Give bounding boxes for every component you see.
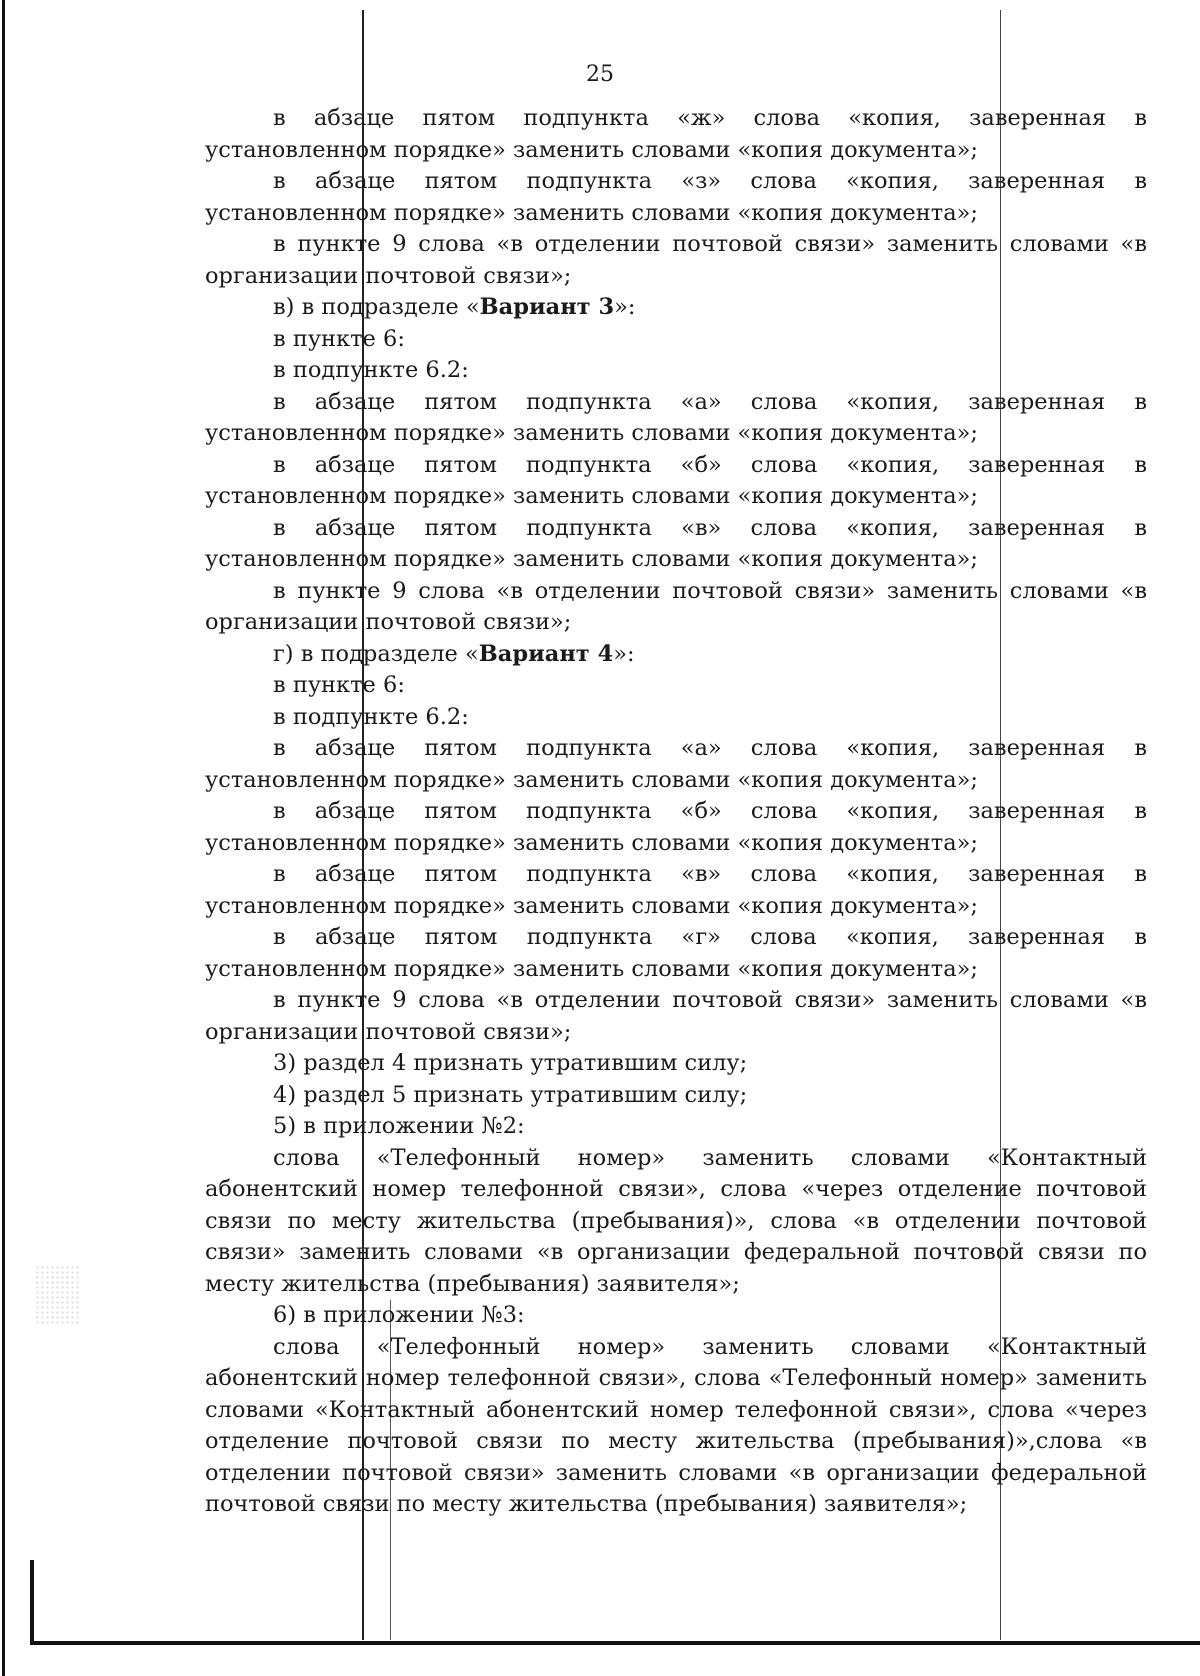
paragraph: 3) раздел 4 признать утратившим силу;: [273, 1050, 748, 1076]
paragraph: в пункте 6:: [273, 325, 405, 352]
paragraph-suffix: »:: [614, 294, 636, 320]
subsection-title: Вариант 4: [478, 640, 614, 667]
paragraph: в абзаце пятом подпункта «з» слова «копия, заверенная в установленном порядке» заменить словами «копия документа»;: [205, 168, 1147, 226]
paragraph: в абзаце пятом подпункта «б» слова «копия, заверенная в установленном порядке» заменить словами «копия документа»;: [205, 451, 1147, 509]
paragraph: 5) в приложении №2:: [273, 1113, 525, 1139]
paragraph: 4) раздел 5 признать утратившим силу;: [273, 1081, 748, 1108]
paragraph-suffix: »:: [613, 640, 635, 667]
paragraph: в абзаце пятом подпункта «г» слова «копия, заверенная в установленном порядке» заменить словами «копия документа»;: [205, 924, 1147, 982]
paragraph: слова «Телефонный номер» заменить словами «Контактный абонентский номер телефонной связи», слова «через отделение почтовой связи по месту жительства (пребывания)», слова «в отделении почтовой связи» заменить словами «в организации федеральной почтовой связи по месту жительства (пребывания) заявителя»;: [205, 1144, 1147, 1297]
scan-border-bottom: [30, 1641, 1200, 1645]
page-number: 25: [586, 62, 614, 87]
scan-border-corner: [30, 1560, 34, 1645]
paragraph: в пункте 9 слова «в отделении почтовой связи» заменить словами «в организации почтовой связи»;: [205, 231, 1147, 289]
paragraph: в пункте 9 слова «в отделении почтовой связи» заменить словами «в организации почтовой связи»;: [205, 577, 1147, 635]
paragraph: в абзаце пятом подпункта «в» слова «копия, заверенная в установленном порядке» заменить словами «копия документа»;: [205, 861, 1147, 919]
paragraph-prefix: в) в подразделе «: [273, 294, 480, 320]
scan-noise: [35, 1265, 80, 1325]
document-body: [205, 103, 1147, 1521]
subsection-title: Вариант 3: [479, 294, 615, 320]
paragraph: в абзаце пятом подпункта «а» слова «копия, заверенная в установленном порядке» заменить словами «копия документа»;: [205, 735, 1147, 793]
paragraph-prefix: г) в подразделе «: [273, 640, 479, 667]
paragraph: в абзаце пятом подпункта «ж» слова «копия, заверенная в установленном порядке» заменить словами «копия документа»;: [205, 105, 1147, 163]
paragraph: в пункте 9 слова «в отделении почтовой связи» заменить словами «в организации почтовой связи»;: [205, 987, 1147, 1045]
paragraph: в абзаце пятом подпункта «а» слова «копия, заверенная в установленном порядке» заменить словами «копия документа»;: [205, 388, 1147, 446]
paragraph: слова «Телефонный номер» заменить словами «Контактный абонентский номер телефонной связи», слова «Телефонный номер» заменить словами «Контактный абонентский номер телефонной связи», слова «через отделение почтовой связи по месту жительства (пребывания)»,слова «в отделении почтовой связи» заменить словами «в организации федеральной почтовой связи по месту жительства (пребывания) заявителя»;: [205, 1333, 1147, 1517]
paragraph: в абзаце пятом подпункта «в» слова «копия, заверенная в установленном порядке» заменить словами «копия документа»;: [205, 514, 1147, 572]
paragraph: [205, 639, 1147, 671]
paragraph: [205, 292, 1147, 324]
paragraph: в подпункте 6.2:: [273, 703, 469, 730]
scan-border-left: [2, 0, 5, 1676]
paragraph: 6) в приложении №3:: [273, 1302, 525, 1328]
paragraph: в абзаце пятом подпункта «б» слова «копия, заверенная в установленном порядке» заменить словами «копия документа»;: [205, 798, 1147, 856]
paragraph: в подпункте 6.2:: [273, 357, 469, 383]
paragraph: в пункте 6:: [273, 672, 405, 698]
